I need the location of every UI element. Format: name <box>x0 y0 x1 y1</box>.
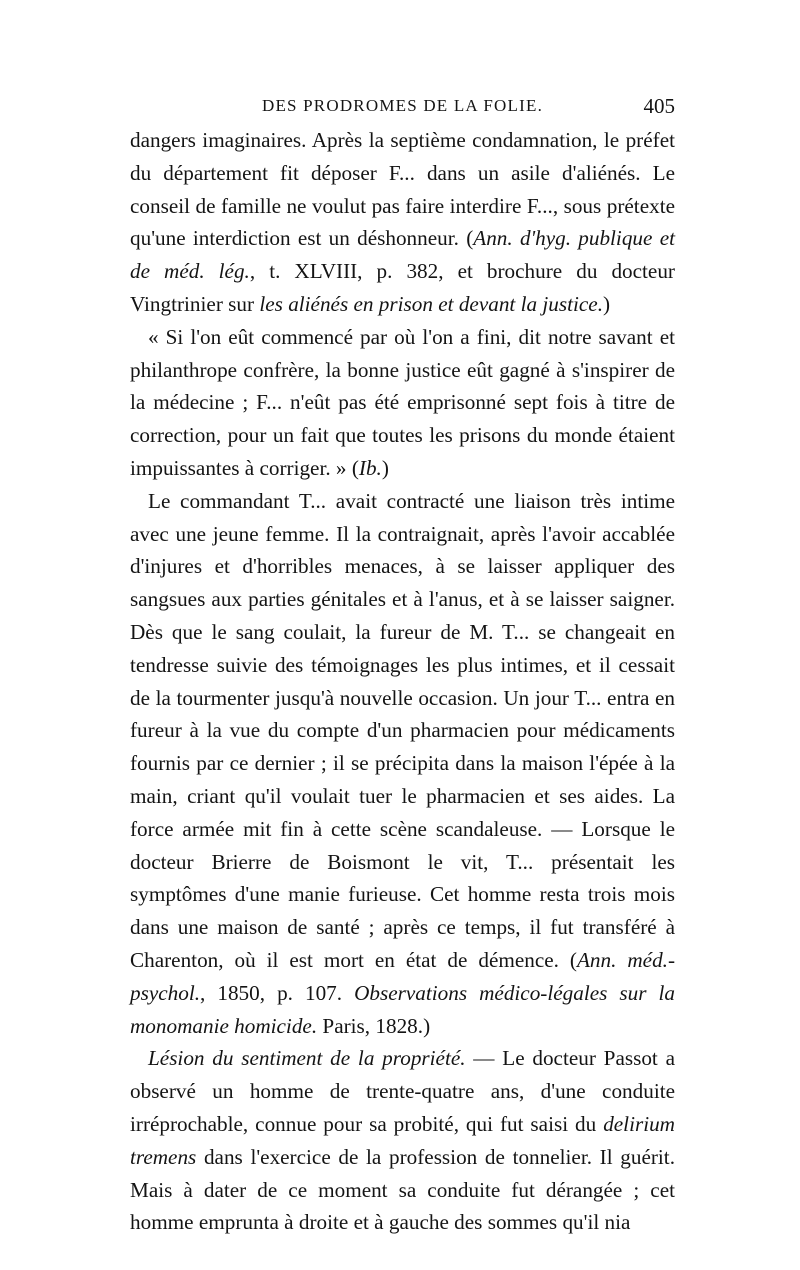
citation-title: Ann. d'hyg. publique et de méd. lég. <box>130 226 675 284</box>
paragraph-text: ) <box>603 291 611 316</box>
citation-title: Ann. méd.-psychol. <box>130 947 676 1005</box>
paragraph-text: — Le docteur Passot a observé un homme de trente-quatre ans, d'une conduite irréprochable, connue pour sa probité, qui fut saisi du <box>130 1046 675 1136</box>
body-text <box>130 124 675 1239</box>
page-number: 405 <box>643 94 675 118</box>
paragraph-asylum-case <box>130 124 675 321</box>
paragraph-text: « Si l'on eût commencé par où l'on a fini, dit notre savant et philanthrope confrère, la bonne justice eût gagné à s'inspirer de la médecine ; F... n'eût pas été emprisonné sept fois à titre de correction, pour un fait que toutes les prisons du monde étaient impuissantes à corriger. » ( <box>130 324 675 480</box>
paragraph-text: ) <box>381 455 389 480</box>
paragraph-quotation <box>130 321 675 485</box>
paragraph-text: , 1850, p. 107. <box>200 980 355 1005</box>
citation-title: Observations médico-légales sur la monomanie homicide. <box>130 980 675 1038</box>
citation-title: les aliénés en prison et devant la justice. <box>259 291 603 316</box>
paragraph-property-lesion <box>130 1042 675 1239</box>
running-head <box>130 92 675 120</box>
section-heading: Lésion du sentiment de la propriété. <box>148 1046 466 1071</box>
citation-title: Ib. <box>358 455 382 480</box>
running-title: DES PRODROMES DE LA FOLIE. <box>261 96 544 115</box>
paragraph-text: dangers imaginaires. Après la septième condamnation, le préfet du département fit déposer F... dans un asile d'aliénés. Le conseil de famille ne voulut pas faire interdire F..., sous prétexte qu'une interdiction est un déshonneur. ( <box>130 128 675 251</box>
paragraph-text: Paris, 1828.) <box>317 1013 431 1038</box>
paragraph-commandant-case <box>130 485 675 1043</box>
paragraph-text: Le commandant T... avait contracté une liaison très intime avec une jeune femme. Il la contraignait, après l'avoir accablée d'injures et d'horribles menaces, à se laisser appliquer des sangsues aux parties génitales et à l'anus, et à se laisser saigner. Dès que le sang coulait, la fureur de M. T... se changeait en tendresse suivie des témoignages les plus intimes, et il cessait de la tourmenter jusqu'à nouvelle occasion. Un jour T... entra en fureur à la vue du compte d'un pharmacien pour médicaments fournis par ce dernier ; il se précipita dans la maison l'épée à la main, criant qu'il voulait tuer le pharmacien et ses aides. La force armée mit fin à cette scène scandaleuse. — Lorsque le docteur Brierre de Boismont le vit, T... présentait les symptômes d'une manie furieuse. Cet homme resta trois mois dans une maison de santé ; après ce temps, il fut transféré à Charenton, où il est mort en état de démence. ( <box>130 488 675 972</box>
italic-term: delirium tremens <box>130 1111 675 1169</box>
paragraph-text: , t. XLVIII, p. 382, et brochure du docteur Vingtrinier sur <box>130 259 675 316</box>
paragraph-text: dans l'exercice de la profession de tonnelier. Il guérit. Mais à dater de ce moment sa conduite fut dérangée ; cet homme emprunta à droite et à gauche des sommes qu'il nia <box>130 1144 675 1235</box>
